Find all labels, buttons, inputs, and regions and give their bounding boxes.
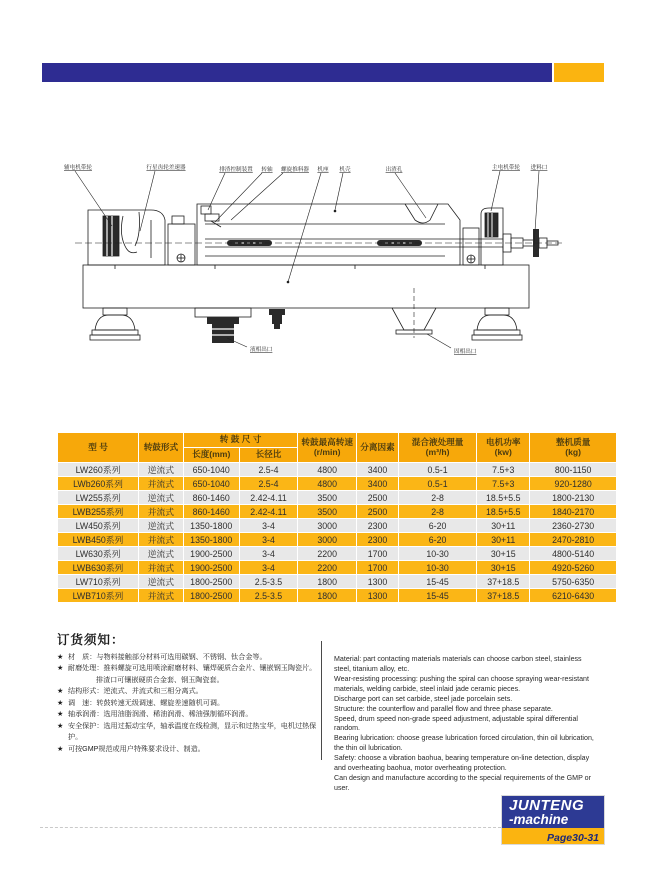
table-row bbox=[58, 575, 617, 589]
table-row bbox=[58, 561, 617, 575]
table-cell: 6-20 bbox=[398, 519, 476, 533]
ordering-note-text: 安全保护：选用过振动宝华，轴承温度在线检测，显示和过热宝华，电机过热保护。 bbox=[68, 721, 317, 742]
table-cell: 4800-5140 bbox=[530, 547, 617, 561]
col-power-line1: 电机功率 bbox=[486, 436, 521, 447]
table-cell: 18.5+5.5 bbox=[477, 491, 530, 505]
ordering-note-item bbox=[57, 686, 319, 697]
ordering-note-text: 排渣口可镶嵌硬质合金套、钢玉陶瓷套。 bbox=[96, 675, 224, 684]
col-length: 长度(mm) bbox=[183, 448, 239, 463]
table-cell: 1800-2500 bbox=[183, 575, 239, 589]
table-cell: 30+15 bbox=[477, 547, 530, 561]
table-cell: 1300 bbox=[357, 575, 399, 589]
table-cell: 2.5-3.5 bbox=[239, 575, 298, 589]
col-weight-line1: 整机质量 bbox=[555, 436, 591, 447]
junteng-logo bbox=[502, 796, 604, 844]
ordering-note-en-line: Can design and manufacture according to the special requirements of the GMP or user. bbox=[334, 774, 591, 792]
table-cell: 1350-1800 bbox=[183, 519, 239, 533]
label-planetary-gearbox: 行星齿轮差速器 bbox=[146, 165, 186, 171]
table-cell: 并流式 bbox=[139, 533, 184, 547]
table-cell: 1800-2500 bbox=[183, 589, 239, 603]
table-cell: 2300 bbox=[357, 519, 399, 533]
table-cell: 7.5+3 bbox=[477, 463, 530, 477]
star-bullet-icon: ★ bbox=[57, 698, 64, 707]
table-cell: 逆流式 bbox=[139, 575, 184, 589]
logo-text-line1: JUNTENG bbox=[509, 796, 585, 814]
table-cell: LWB450系列 bbox=[58, 533, 139, 547]
ordering-note-text: 材 质：与物料接触部分材料可选用碳钢、不锈钢、钛合金等。 bbox=[68, 653, 267, 661]
ordering-note-text: 可按GMP规范或用户特殊要求设计、制造。 bbox=[68, 744, 205, 753]
ordering-note-en-line: Safety: choose a vibration baohua, bearing temperature on-line detection, display and overheating baohua, motor overheating protection. bbox=[334, 754, 590, 773]
label-aux-motor-pulley: 辅电机带轮 bbox=[64, 165, 92, 171]
table-cell: 2200 bbox=[298, 561, 357, 575]
table-cell: 逆流式 bbox=[139, 491, 184, 505]
table-row bbox=[58, 491, 617, 505]
ordering-note-en-line: Material: part contacting materials materials can choose carbon steel, stainless steel, titanium alloy, etc. bbox=[334, 655, 582, 673]
table-cell: 1900-2500 bbox=[183, 547, 239, 561]
table-row bbox=[58, 463, 617, 477]
table-cell: LWB630系列 bbox=[58, 561, 139, 575]
col-model: 型 号 bbox=[58, 433, 139, 463]
spec-table bbox=[57, 432, 617, 603]
star-bullet-icon: ★ bbox=[57, 687, 64, 696]
table-cell: 1900-2500 bbox=[183, 561, 239, 575]
col-drum-size: 转 鼓 尺 寸 bbox=[183, 433, 298, 448]
col-weight bbox=[530, 433, 617, 463]
header-yellow-accent bbox=[554, 63, 604, 82]
dotted-cut-line bbox=[40, 827, 501, 828]
right-vibration-mount bbox=[472, 308, 522, 340]
table-cell: 1840-2170 bbox=[530, 505, 617, 519]
table-cell: 2200 bbox=[298, 547, 357, 561]
table-cell: 10-30 bbox=[398, 547, 476, 561]
table-cell: 1300 bbox=[357, 589, 399, 603]
star-bullet-icon: ★ bbox=[57, 664, 64, 673]
table-cell: 逆流式 bbox=[139, 547, 184, 561]
centrifuge-diagram bbox=[55, 158, 595, 370]
machine-base bbox=[83, 265, 529, 308]
table-cell: 650-1040 bbox=[183, 477, 239, 491]
table-cell: 3400 bbox=[357, 463, 399, 477]
table-cell: 1800 bbox=[298, 575, 357, 589]
label-solids-outlet: 固相出口 bbox=[454, 349, 477, 355]
star-bullet-icon: ★ bbox=[57, 653, 64, 661]
table-cell: 2500 bbox=[357, 505, 399, 519]
table-cell: 并流式 bbox=[139, 505, 184, 519]
table-row bbox=[58, 477, 617, 491]
table-cell: 2-8 bbox=[398, 505, 476, 519]
table-cell: 650-1040 bbox=[183, 463, 239, 477]
ordering-note-text: 结构形式：逆流式、并流式和三相分离式。 bbox=[68, 687, 203, 696]
table-cell: 5750-6350 bbox=[530, 575, 617, 589]
ordering-notes-list bbox=[57, 652, 319, 755]
label-discharge-control: 排渣控制装置 bbox=[219, 167, 253, 173]
label-liquid-outlet: 液相出口 bbox=[250, 347, 273, 353]
ordering-note-en-line: Speed, drum speed non-grade speed adjustment, adjustable spiral differential random. bbox=[334, 714, 578, 733]
star-bullet-icon: ★ bbox=[57, 744, 64, 753]
col-capacity-line2: (m³/h) bbox=[425, 446, 450, 457]
ordering-note-item bbox=[57, 744, 319, 755]
table-cell: 30+15 bbox=[477, 561, 530, 575]
table-cell: 逆流式 bbox=[139, 519, 184, 533]
col-power bbox=[477, 433, 530, 463]
solids-discharge-funnel bbox=[392, 288, 436, 338]
table-cell: 6210-6430 bbox=[530, 589, 617, 603]
table-cell: 0.5-1 bbox=[398, 477, 476, 491]
table-cell: 6-20 bbox=[398, 533, 476, 547]
table-cell: 2360-2730 bbox=[530, 519, 617, 533]
ordering-note-text: 轴承润滑：选用油脂润滑、稀油润滑、稀油强制循环润滑。 bbox=[68, 710, 253, 719]
leader-lines bbox=[75, 171, 539, 348]
notes-divider-line bbox=[321, 641, 322, 760]
ordering-note-item bbox=[57, 652, 319, 663]
table-cell: 并流式 bbox=[139, 561, 184, 575]
table-row bbox=[58, 589, 617, 603]
col-power-line2: (kw) bbox=[494, 446, 512, 457]
table-cell: LW255系列 bbox=[58, 491, 139, 505]
table-cell: 15-45 bbox=[398, 575, 476, 589]
table-cell: 2.5-4 bbox=[239, 463, 298, 477]
table-cell: LWb260系列 bbox=[58, 477, 139, 491]
col-max-speed bbox=[298, 433, 357, 463]
ordering-notes-cn bbox=[57, 630, 319, 755]
ordering-note-text: 调 速：转鼓转速无级调速、螺旋差速随机可调。 bbox=[68, 698, 225, 707]
ordering-notes-en bbox=[334, 655, 598, 794]
table-row bbox=[58, 505, 617, 519]
table-cell: LWB710系列 bbox=[58, 589, 139, 603]
table-cell: 2500 bbox=[357, 491, 399, 505]
table-row bbox=[58, 519, 617, 533]
table-cell: LW450系列 bbox=[58, 519, 139, 533]
table-cell: 860-1460 bbox=[183, 491, 239, 505]
table-cell: 3-4 bbox=[239, 533, 298, 547]
table-cell: LWB255系列 bbox=[58, 505, 139, 519]
liquid-outlet bbox=[195, 308, 251, 343]
label-screw-conveyor: 螺旋推料器 bbox=[281, 167, 309, 173]
table-cell: 1800-2130 bbox=[530, 491, 617, 505]
table-cell: 4920-5260 bbox=[530, 561, 617, 575]
table-row bbox=[58, 547, 617, 561]
table-cell: 1350-1800 bbox=[183, 533, 239, 547]
left-vibration-mount bbox=[90, 308, 140, 340]
ordering-note-en-line: Structure: the counterflow and parallel flow and three phase separate. bbox=[334, 704, 553, 713]
table-cell: 3-4 bbox=[239, 547, 298, 561]
table-cell: 并流式 bbox=[139, 477, 184, 491]
label-discharge-hole: 出渣孔 bbox=[385, 167, 403, 173]
table-cell: LW260系列 bbox=[58, 463, 139, 477]
table-cell: 3-4 bbox=[239, 519, 298, 533]
table-cell: 920-1280 bbox=[530, 477, 617, 491]
col-max-speed-line2: (r/min) bbox=[313, 446, 341, 457]
table-cell: 2-8 bbox=[398, 491, 476, 505]
label-base: 机座 bbox=[317, 167, 329, 173]
table-cell: 4800 bbox=[298, 477, 357, 491]
table-cell: 860-1460 bbox=[183, 505, 239, 519]
table-cell: 1800 bbox=[298, 589, 357, 603]
ordering-note-item bbox=[57, 709, 319, 720]
page-number: Page30-31 bbox=[547, 832, 599, 844]
ordering-note-en-line: Bearing lubrication: choose grease lubrication forced circulation, thin oil lubrication, the thin oil lubrication. bbox=[334, 734, 594, 753]
col-max-speed-line1: 转鼓最高转速 bbox=[301, 436, 353, 447]
table-cell: 1700 bbox=[357, 547, 399, 561]
star-bullet-icon: ★ bbox=[57, 710, 64, 719]
table-cell: 37+18.5 bbox=[477, 589, 530, 603]
centrifuge-line-drawing bbox=[55, 158, 595, 370]
table-cell: 4800 bbox=[298, 463, 357, 477]
table-cell: 2.5-3.5 bbox=[239, 589, 298, 603]
table-cell: 2.42-4.11 bbox=[239, 505, 298, 519]
ordering-note-en-line: Discharge port can set carbide, steel jade porcelain sets. bbox=[334, 694, 513, 703]
label-shaft: 转轴 bbox=[261, 167, 273, 173]
star-bullet-icon: ★ bbox=[57, 721, 64, 730]
table-cell: 1700 bbox=[357, 561, 399, 575]
table-cell: 2.5-4 bbox=[239, 477, 298, 491]
table-cell: 3-4 bbox=[239, 561, 298, 575]
spec-table-wrap bbox=[57, 432, 617, 603]
table-cell: 3500 bbox=[298, 491, 357, 505]
table-cell: 3000 bbox=[298, 519, 357, 533]
table-cell: 逆流式 bbox=[139, 463, 184, 477]
table-cell: 2470-2810 bbox=[530, 533, 617, 547]
table-cell: 3400 bbox=[357, 477, 399, 491]
table-cell: 3500 bbox=[298, 505, 357, 519]
table-cell: 7.5+3 bbox=[477, 477, 530, 491]
table-cell: 800-1150 bbox=[530, 463, 617, 477]
ordering-note-en-line: Wear-resisting processing: pushing the spiral can choose spraying wear-resistant materials, welding carbide, steel inlaid jade ceramic pieces. bbox=[334, 674, 589, 693]
col-ld-ratio: 长径比 bbox=[239, 448, 298, 463]
label-main-motor-pulley: 主电机带轮 bbox=[492, 165, 520, 171]
col-weight-line2: (kg) bbox=[565, 446, 582, 457]
table-cell: 18.5+5.5 bbox=[477, 505, 530, 519]
table-cell: 3000 bbox=[298, 533, 357, 547]
ordering-note-item bbox=[57, 663, 319, 674]
logo-yellow-strip bbox=[502, 828, 604, 844]
gearbox-housing bbox=[88, 210, 165, 265]
header-blue-bar bbox=[42, 63, 552, 82]
table-cell: 2.42-4.11 bbox=[239, 491, 298, 505]
ordering-note-item bbox=[57, 721, 319, 744]
logo-blue-block bbox=[502, 796, 604, 828]
col-sep-factor: 分离因素 bbox=[357, 433, 399, 463]
table-cell: LW710系列 bbox=[58, 575, 139, 589]
drain-valve bbox=[269, 309, 285, 329]
ordering-note-item bbox=[57, 698, 319, 709]
discharge-port-cutout bbox=[405, 204, 438, 223]
aux-pulley bbox=[103, 216, 119, 256]
table-cell: 10-30 bbox=[398, 561, 476, 575]
table-cell: 30+11 bbox=[477, 519, 530, 533]
ordering-note-text: 耐磨处理：推料螺旋可选用喷涂耐磨材料、镶焊硬质合金片、镶嵌钢玉陶瓷片。 bbox=[68, 664, 317, 673]
table-cell: 0.5-1 bbox=[398, 463, 476, 477]
table-cell: 15-45 bbox=[398, 589, 476, 603]
table-cell: 30+11 bbox=[477, 533, 530, 547]
ordering-notes-title: 订货须知： bbox=[57, 633, 125, 647]
table-row bbox=[58, 533, 617, 547]
ordering-note-item bbox=[57, 675, 319, 686]
col-capacity-line1: 混合液处理量 bbox=[411, 436, 464, 447]
table-cell: 并流式 bbox=[139, 589, 184, 603]
table-cell: 37+18.5 bbox=[477, 575, 530, 589]
col-capacity bbox=[398, 433, 476, 463]
logo-text-line2: -machine bbox=[509, 811, 569, 827]
label-feed-inlet: 进料口 bbox=[530, 165, 548, 171]
label-casing: 机壳 bbox=[339, 167, 351, 173]
left-bearing-pedestal bbox=[168, 224, 195, 265]
table-cell: 2300 bbox=[357, 533, 399, 547]
table-cell: LW630系列 bbox=[58, 547, 139, 561]
col-drum-type: 转鼓形式 bbox=[139, 433, 184, 463]
